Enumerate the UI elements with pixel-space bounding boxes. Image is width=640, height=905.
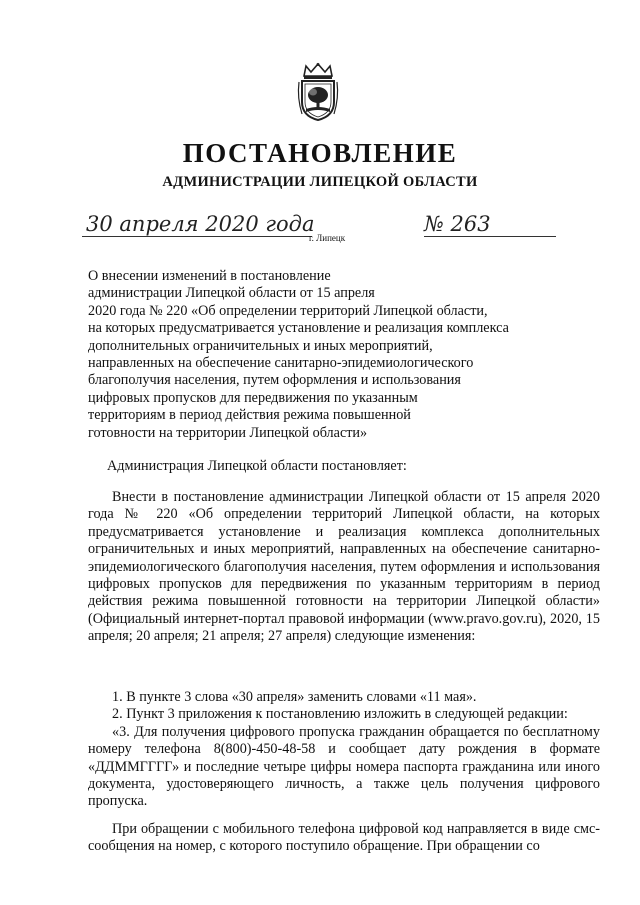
- number-field: [424, 214, 556, 238]
- document-title: ПОСТАНОВЛЕНИЕ: [182, 138, 458, 168]
- subject-heading: [88, 268, 528, 442]
- item-2: 2. Пункт 3 приложения к постановлению изложить в следующей редакции:: [112, 706, 568, 723]
- date-underline: [82, 236, 312, 237]
- item-3-continuation: При обращении с мобильного телефона цифровой код направляется в виде смс-сообщения на номер, с которого поступило обращение. При обращении со: [88, 820, 600, 855]
- issuing-authority: АДМИНИСТРАЦИИ ЛИПЕЦКОЙ ОБЛАСТИ: [162, 174, 478, 190]
- city-label: г. Липецк: [309, 233, 346, 243]
- subject-line: цифровых пропусков для передвижения по указанным: [88, 389, 418, 406]
- handwritten-number: № 263: [424, 212, 491, 236]
- body-paragraph: Внести в постановление администрации Липецкой области от 15 апреля 2020 года № 220 «Об определении территорий Липецкой области, на которых предусматривается установление и реализация комплекса дополнительных ограничительных и иных мероприятий, направленных на обеспечение санитарно-эпидемиологического благополучия населения, путем оформления и использования цифровых пропусков для передвижения по указанным территориям в период действия режима повышенной готовности на территории Липецкой области» (Официальный интернет-портал правовой информации (www.pravo.gov.ru), 2020, 15 апреля; 20 апреля; 21 апреля; 27 апреля) следующие изменения:: [88, 489, 600, 645]
- subject-line: готовности на территории Липецкой области»: [88, 424, 368, 441]
- subject-line: О внесении изменений в постановление: [88, 268, 331, 284]
- subject-line: направленных на обеспечение санитарно-эпидемиологического: [88, 355, 474, 372]
- subject-line: дополнительных ограничительных и иных мероприятий,: [88, 337, 433, 354]
- amendment-items: [88, 689, 600, 856]
- subject-line: 2020 года № 220 «Об определении территорий Липецкой области,: [88, 302, 488, 319]
- date-field: [82, 212, 315, 238]
- item-3-text: «3. Для получения цифрового пропуска гражданин обращается по бесплатному номеру телефона 8(800)-450-48-58 и сообщает дату рождения в формате «ДДММГГГГ» и последние четыре цифры номера паспорта гражданина или иного документа, удостоверяющего личность, а также цель получения цифрового пропуска.: [88, 723, 600, 810]
- subject-line: администрации Липецкой области от 15 апреля: [88, 285, 375, 302]
- subject-line: территориям в период действия режима повышенной: [88, 407, 411, 424]
- lipetsk-coat-of-arms-icon: [296, 62, 340, 122]
- item-1: 1. В пункте 3 слова «30 апреля» заменить словами «11 мая».: [112, 689, 477, 705]
- number-underline: [424, 236, 556, 237]
- subject-line: на которых предусматривается установление и реализация комплекса: [88, 320, 509, 337]
- subject-line: благополучия населения, путем оформления и использования: [88, 372, 461, 389]
- main-paragraph: [88, 489, 600, 646]
- resolution-lead: Администрация Липецкой области постановляет:: [107, 458, 407, 474]
- handwritten-date: 30 апреля 2020 года: [86, 212, 315, 236]
